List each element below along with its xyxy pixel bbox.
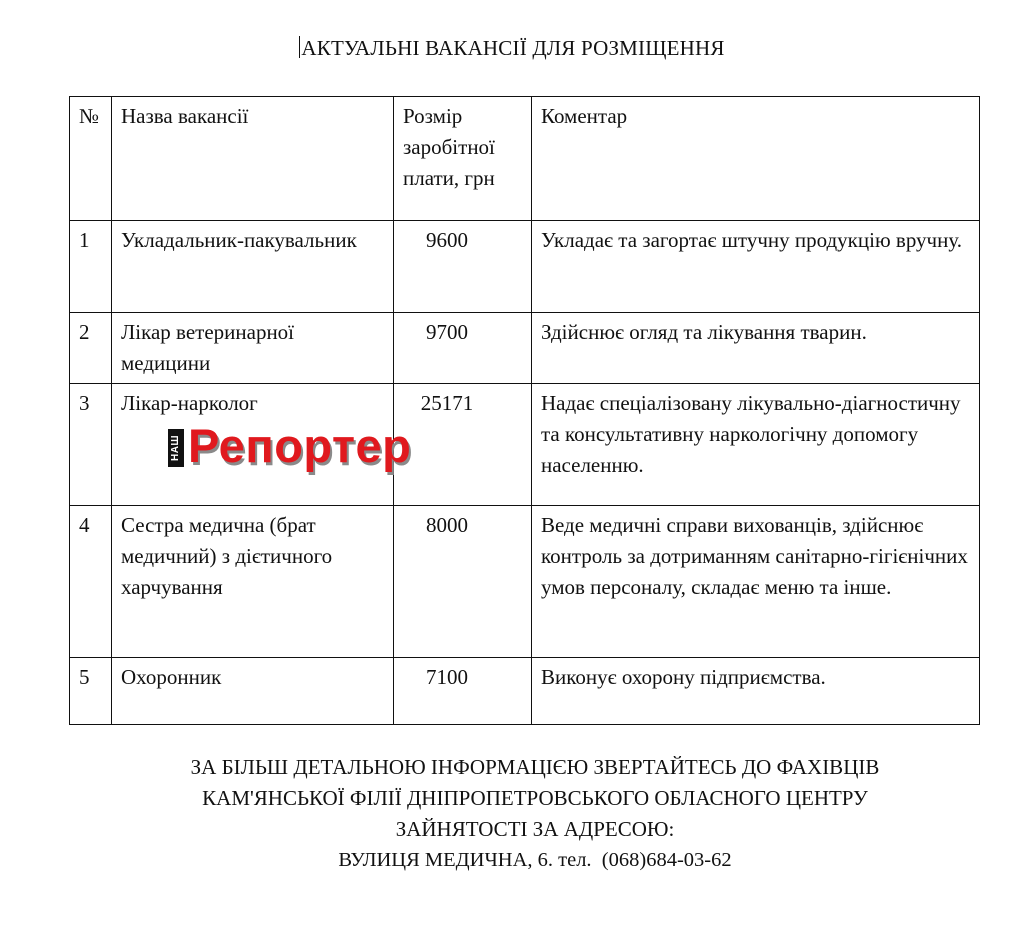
header-salary: Розмір заробітної плати, грн xyxy=(394,97,532,221)
row-salary: 9600 xyxy=(394,221,532,313)
row-vacancy-name: Укладальник-пакувальник xyxy=(112,221,394,313)
row-vacancy-name: Лікар ветеринарної медицини xyxy=(112,313,394,384)
row-vacancy-name: Охоронник xyxy=(112,658,394,725)
page-title xyxy=(0,36,1024,61)
row-salary: 8000 xyxy=(394,506,532,658)
contact-info xyxy=(60,752,1010,876)
row-comment: Укладає та загортає штучну продукцію вручну. xyxy=(532,221,980,313)
row-salary: 9700 xyxy=(394,313,532,384)
contact-line-2: КАМ'ЯНСЬКОЇ ФІЛІЇ ДНІПРОПЕТРОВСЬКОГО ОБЛАСНОГО ЦЕНТРУ xyxy=(202,786,868,810)
vacancies-table xyxy=(69,96,980,725)
table-header-row xyxy=(70,97,980,221)
row-salary: 7100 xyxy=(394,658,532,725)
row-vacancy-name: Лікар-нарколог xyxy=(112,384,394,506)
row-comment: Веде медичні справи вихованців, здійснює контроль за дотриманням санітарно-гігієнічних умов персоналу, складає меню та інше. xyxy=(532,506,980,658)
row-comment: Виконує охорону підприємства. xyxy=(532,658,980,725)
header-vacancy-name: Назва вакансії xyxy=(112,97,394,221)
row-number: 3 xyxy=(70,384,112,506)
header-comment: Коментар xyxy=(532,97,980,221)
table-row xyxy=(70,221,980,313)
row-vacancy-name: Сестра медична (брат медичний) з дієтичного харчування xyxy=(112,506,394,658)
row-number: 4 xyxy=(70,506,112,658)
nash-reporter-logo xyxy=(168,419,478,472)
table-row xyxy=(70,313,980,384)
logo-word: Репортер xyxy=(188,419,412,472)
row-salary: 25171 xyxy=(394,384,532,506)
page-title-text: АКТУАЛЬНІ ВАКАНСІЇ ДЛЯ РОЗМІЩЕННЯ xyxy=(301,36,725,60)
table-row xyxy=(70,506,980,658)
contact-line-3: ЗАЙНЯТОСТІ ЗА АДРЕСОЮ: xyxy=(395,817,675,841)
row-comment: Здійснює огляд та лікування тварин. xyxy=(532,313,980,384)
header-number: № xyxy=(70,97,112,221)
row-number: 1 xyxy=(70,221,112,313)
contact-line-1: ЗА БІЛЬШ ДЕТАЛЬНОЮ ІНФОРМАЦІЄЮ ЗВЕРТАЙТЕСЬ ДО ФАХІВЦІВ xyxy=(190,755,880,779)
logo-prefix: НАШ xyxy=(168,429,184,467)
row-number: 2 xyxy=(70,313,112,384)
row-comment: Надає спеціалізовану лікувально-діагностичну та консультативну наркологічну допомогу населенню. xyxy=(532,384,980,506)
contact-address: ВУЛИЦЯ МЕДИЧНА, 6. тел. (068)684-03-62 xyxy=(338,849,732,871)
table-row xyxy=(70,658,980,725)
row-number: 5 xyxy=(70,658,112,725)
